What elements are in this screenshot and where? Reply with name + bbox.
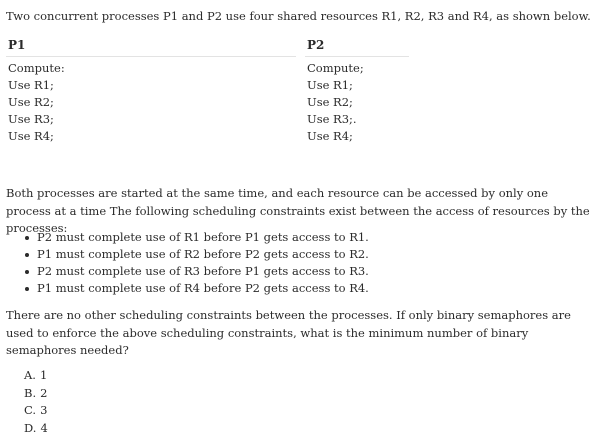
option-b[interactable] [24,385,48,403]
p1-step: Use R4; [8,129,54,143]
question-paragraph: There are no other scheduling constraints between the processes. If only binary semaphores are used to enforce the above scheduling constraints, what is the minimum number of binary semaphores needed? [6,308,571,357]
option-letter: D. [24,420,37,435]
p2-step: Compute; [307,61,364,75]
table-header-p1: P1 [8,38,26,52]
constraint-list [22,229,369,297]
option-value: 3 [40,403,48,417]
p2-step: Use R4; [307,129,353,143]
p1-step: Compute: [8,61,65,75]
p1-step: Use R2; [8,95,54,109]
constraint-item: P1 must complete use of R4 before P2 gets access to R4. [22,280,369,297]
p1-step: Use R3; [8,112,54,126]
p2-step: Use R1; [307,78,353,92]
option-letter: B. [24,385,37,400]
constraint-item: P2 must complete use of R3 before P1 gets access to R3. [22,263,369,280]
option-a[interactable] [24,367,48,385]
option-c[interactable] [24,402,48,420]
option-value: 4 [40,420,48,435]
constraint-item: P1 must complete use of R2 before P2 gets access to R2. [22,246,369,263]
option-d[interactable] [24,420,48,438]
p1-step: Use R1; [8,78,54,92]
answer-options [24,367,48,437]
table-header-divider [6,56,296,57]
process-p1-steps [8,60,65,145]
p2-step: Use R3;. [307,112,357,126]
option-letter: A. [24,368,36,382]
constraint-item: P2 must complete use of R1 before P1 gets access to R1. [22,229,369,246]
table-header-divider [305,56,409,57]
p2-step: Use R2; [307,95,353,109]
question-intro: Two concurrent processes P1 and P2 use four shared resources R1, R2, R3 and R4, as shown below. [6,9,591,23]
problem-paragraph: Both processes are started at the same time, and each resource can be accessed by only one process at a time The following scheduling constraints exist between the access of resources by the processes: [6,186,590,235]
process-p2-steps [307,60,364,145]
option-value: 2 [40,385,48,400]
option-letter: C. [24,403,37,417]
table-header-p2: P2 [307,38,325,52]
option-value: 1 [39,368,48,382]
